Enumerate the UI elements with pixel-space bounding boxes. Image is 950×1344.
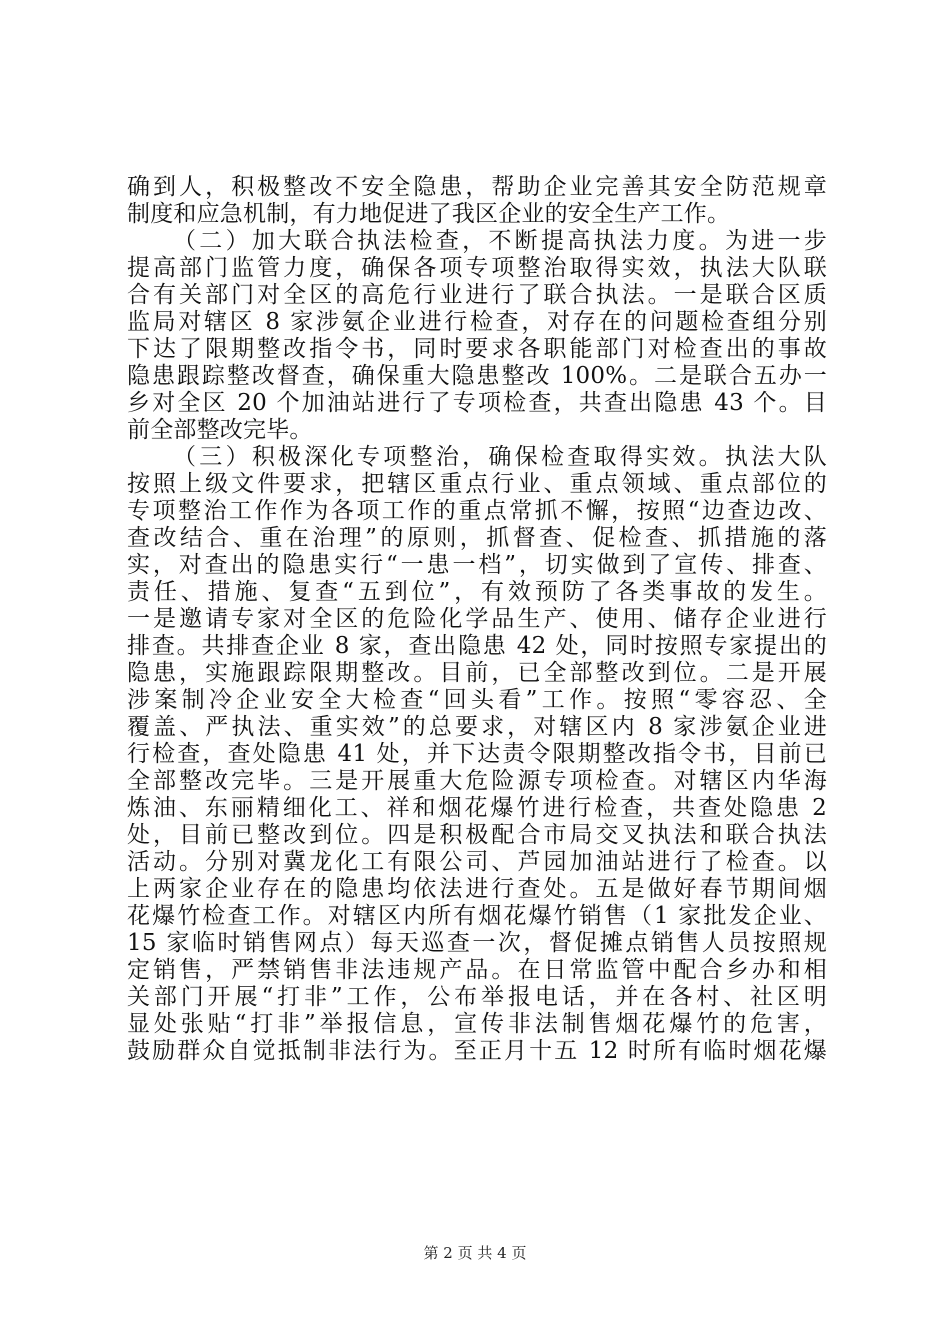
text-line: 处，目前已整改到位。四是积极配合市局交叉执法和联合执法 <box>127 822 827 848</box>
text-line: 花爆竹检查工作。对辖区内所有烟花爆竹销售（1 家批发企业、 <box>127 903 827 929</box>
text-line: 排查。共排查企业 8 家，查出隐患 42 处，同时按照专家提出的 <box>127 633 827 659</box>
text-line: 实，对查出的隐患实行“一患一档”，切实做到了宣传、排查、 <box>127 552 827 578</box>
text-line: 制度和应急机制，有力地促进了我区企业的安全生产工作。 <box>127 201 731 227</box>
text-line: 隐患跟踪整改督查，确保重大隐患整改 100%。二是联合五办一 <box>127 363 827 389</box>
text-line: 显处张贴“打非”举报信息，宣传非法制售烟花爆竹的危害， <box>127 1011 827 1037</box>
body-text <box>127 174 827 1065</box>
text-line: 上两家企业存在的隐患均依法进行查处。五是做好春节期间烟 <box>127 876 827 902</box>
page-footer: 第 2 页 共 4 页 <box>423 1244 527 1262</box>
text-line: 隐患，实施跟踪限期整改。目前，已全部整改到位。二是开展 <box>127 660 827 686</box>
text-line: 提高部门监管力度，确保各项专项整治取得实效，执法大队联 <box>127 255 827 281</box>
text-line: 涉案制冷企业安全大检查“回头看”工作。按照“零容忍、全 <box>127 687 827 713</box>
text-line: 查改结合、重在治理”的原则，抓督查、促检查、抓措施的落 <box>127 525 827 551</box>
text-line: 定销售，严禁销售非法违规产品。在日常监管中配合乡办和相 <box>127 957 827 983</box>
text-line: 行检查，查处隐患 41 处，并下达责令限期整改指令书，目前已 <box>127 741 827 767</box>
text-line: （二）加大联合执法检查，不断提高执法力度。为进一步 <box>173 228 827 254</box>
text-line: 合有关部门对全区的高危行业进行了联合执法。一是联合区质 <box>127 282 827 308</box>
text-line: （三）积极深化专项整治，确保检查取得实效。执法大队 <box>173 444 827 470</box>
text-line: 15 家临时销售网点）每天巡查一次，督促摊点销售人员按照规 <box>127 930 827 956</box>
text-line: 责任、措施、复查“五到位”，有效预防了各类事故的发生。 <box>127 579 827 605</box>
text-line: 覆盖、严执法、重实效”的总要求，对辖区内 8 家涉氨企业进 <box>127 714 827 740</box>
text-line: 活动。分别对冀龙化工有限公司、芦园加油站进行了检查。以 <box>127 849 827 875</box>
text-line: 按照上级文件要求，把辖区重点行业、重点领域、重点部位的 <box>127 471 827 497</box>
text-line: 鼓励群众自觉抵制非法行为。至正月十五 12 时所有临时烟花爆 <box>127 1038 827 1064</box>
text-line: 一是邀请专家对全区的危险化学品生产、使用、储存企业进行 <box>127 606 827 632</box>
text-line: 监局对辖区 8 家涉氨企业进行检查，对存在的问题检查组分别 <box>127 309 827 335</box>
text-line: 全部整改完毕。三是开展重大危险源专项检查。对辖区内华海 <box>127 768 827 794</box>
text-line: 确到人，积极整改不安全隐患，帮助企业完善其安全防范规章 <box>127 174 827 200</box>
text-line: 下达了限期整改指令书，同时要求各职能部门对检查出的事故 <box>127 336 827 362</box>
text-line: 炼油、东丽精细化工、祥和烟花爆竹进行检查，共查处隐患 2 <box>127 795 827 821</box>
text-line: 前全部整改完毕。 <box>127 417 313 443</box>
text-line: 关部门开展“打非”工作，公布举报电话，并在各村、社区明 <box>127 984 827 1010</box>
text-line: 乡对全区 20 个加油站进行了专项检查，共查出隐患 43 个。目 <box>127 390 827 416</box>
text-line: 专项整治工作作为各项工作的重点常抓不懈，按照“边查边改、 <box>127 498 827 524</box>
